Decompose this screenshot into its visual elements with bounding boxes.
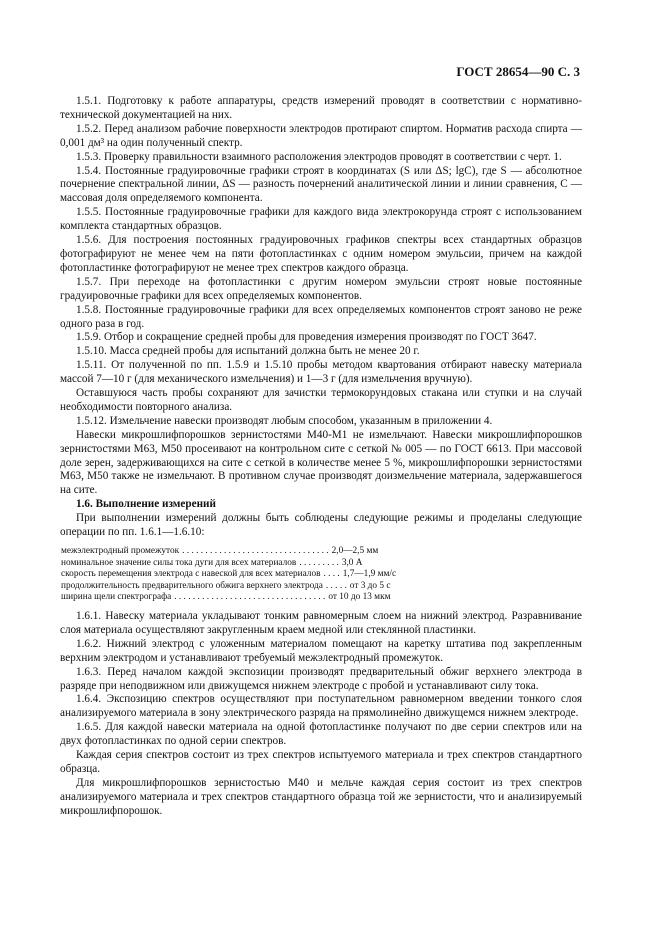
paragraph-series: Каждая серия спектров состоит из трех спектров испытуемого материала и трех спектров стандартного образца. xyxy=(60,749,582,775)
paragraph-1-5-5: 1.5.5. Постоянные градуировочные графики для каждого вида электрокорунда строят с использованием комплекта стандартных образцов. xyxy=(60,206,582,233)
spec-leader-dots: . . . . . . . . . . . . . . . . . . . . . . . . . . . . . . . . xyxy=(182,546,329,556)
paragraph-1-5-10: 1.5.10. Масса средней пробы для испытаний должна быть не менее 20 г. xyxy=(76,345,420,358)
paragraph-1-5-9: 1.5.9. Отбор и сокращение средней пробы для проведения измерения производят по ГОСТ 3647. xyxy=(76,331,537,344)
paragraph-1-6-4: 1.6.4. Экспозицию спектров осуществляют при поступательном равномерном введении тонкого слоя анализируемого материала в зону электрического разряда на прямолинейно движущемся нижнем электроде. xyxy=(60,693,582,720)
spec-leader-dots: . . . . xyxy=(323,569,340,580)
paragraph-microgrit: Навески микрошлифпорошков зернистостями М40-М1 не измельчают. Навески микрошлифпорошков зернистостями М63, М50 просеивают на контрольном сите с сеткой № 005 — по ГОСТ 6613. При массовой доле зерен, задерживающихся на сите с сеткой в количестве менее 5 %, микрошлифпорошки зернистостями М63, М50 также не измельчают. В противном случае производят доизмельчение материала, задержавшегося на сите. xyxy=(60,428,582,497)
spec-value: от 10 до 13 мкм xyxy=(328,592,391,603)
paragraph-1-6-1: 1.6.1. Навеску материала укладывают тонким равномерным слоем на нижний электрод. Разравнивание слоя материала осуществляют закругленным краем медной или стеклянной пластинки. xyxy=(60,609,582,636)
spec-row xyxy=(61,592,582,604)
spec-row xyxy=(61,569,582,581)
spec-row xyxy=(61,558,582,570)
section-title-1-6: 1.6. Выполнение измерений xyxy=(76,498,216,511)
paragraph-1-5-1: 1.5.1. Подготовку к работе аппаратуры, средств измерений проводят в соответствии с нормативно-технической документацией на них. xyxy=(60,95,582,121)
spec-value: 3,0 А xyxy=(341,557,363,568)
page-header: ГОСТ 28654—90 С. 3 xyxy=(456,64,580,79)
spec-label: скорость перемещения электрода с навеской для всех материалов xyxy=(61,569,321,580)
spec-leader-dots: . . . . . . . . . . . . . . . . . . . . . . . . . . . . . . . . . xyxy=(174,592,326,603)
spec-row xyxy=(61,581,582,593)
spec-label: номинальное значение силы тока дуги для всех материалов xyxy=(61,557,297,568)
paragraph-1-6-5: 1.6.5. Для каждой навески материала на одной фотопластинке получают по две серии спектров или на двух фотопластинках по одной серии спектров. xyxy=(60,721,582,748)
spec-label: межэлектродный промежуток xyxy=(61,546,180,556)
spec-value: 2,0—2,5 мм xyxy=(331,546,379,556)
section-intro: При выполнении измерений должны быть соблюдены следующие режимы и проделаны следующие операции по пп. 1.6.1—1.6.10: xyxy=(60,512,582,539)
paragraph-microgrit-series: Для микрошлифпорошков зернистостью М40 и мельче каждая серия состоит из трех спектров анализируемого материала и трех спектров стандартного образца той же зернистости, что и анализируемый микрошлифпорошок. xyxy=(60,776,582,817)
paragraph-1-6-2: 1.6.2. Нижний электрод с уложенным материалом помещают на каретку штатива под закрепленным верхним электродом и устанавливают требуемый межэлектродный промежуток. xyxy=(60,637,582,664)
spec-label: ширина щели спектрографа xyxy=(61,592,172,603)
spec-leader-dots: . . . . . . . . . xyxy=(299,557,339,568)
spec-value: от 3 до 5 с xyxy=(349,580,391,591)
paragraph-1-5-7: 1.5.7. При переходе на фотопластинки с другим номером эмульсии строят новые постоянные градуировочные графики для всех определяемых компонентов. xyxy=(60,275,582,302)
paragraph-remaining-sample: Оставшуюся часть пробы сохраняют для зачистки термокорундовых стакана или ступки и на случай необходимости повторного анализа. xyxy=(60,387,582,413)
paragraph-1-5-11: 1.5.11. От полученной по пп. 1.5.9 и 1.5.10 пробы методом квартования отбирают навеску материала массой 7—10 г (для механического измельчения) и 1—3 г (для измельчения вручную). xyxy=(60,359,582,386)
paragraph-1-5-12: 1.5.12. Измельчение навески производят любым способом, указанным в приложении 4. xyxy=(76,414,493,427)
paragraph-1-5-6: 1.5.6. Для построения постоянных градуировочных графиков спектры всех стандартных образцов фотографируют не менее чем на пяти фотопластинках с одним номером эмульсии, причем на каждой фотопластинке фотографируют не менее трех спектров каждого образца. xyxy=(60,234,582,274)
paragraph-1-6-3: 1.6.3. Перед началом каждой экспозиции производят предварительный обжиг верхнего электрода в разряде при неподвижном или движущемся нижнем электроде с пробой и устанавливают силу тока. xyxy=(60,665,582,692)
spec-value: 1,7—1,9 мм/с xyxy=(342,569,397,580)
paragraph-1-5-4: 1.5.4. Постоянные градуировочные графики строят в координатах (S или ΔS; lgC), где S — абсолютное почернение спектральной линии, ΔS — разность почернений аналитической линии и линии сравнения, C — массовая доля определяемого компонента. xyxy=(60,164,582,205)
spec-list xyxy=(60,546,582,604)
document-body xyxy=(60,95,582,819)
spec-leader-dots: . . . . . xyxy=(325,580,347,591)
paragraph-1-5-3: 1.5.3. Проверку правильности взаимного расположения электродов проводят в соответствии с черт. 1. xyxy=(76,150,562,163)
spec-label: продолжительность предварительного обжига верхнего электрода xyxy=(61,580,323,591)
paragraph-1-5-2: 1.5.2. Перед анализом рабочие поверхности электродов протирают спиртом. Норматив расхода спирта — 0,001 дм³ на один полученный спектр. xyxy=(60,122,582,149)
spec-row xyxy=(61,546,582,558)
paragraph-1-5-8: 1.5.8. Постоянные градуировочные графики для всех определяемых компонентов строят заново не реже одного раза в год. xyxy=(60,303,582,330)
